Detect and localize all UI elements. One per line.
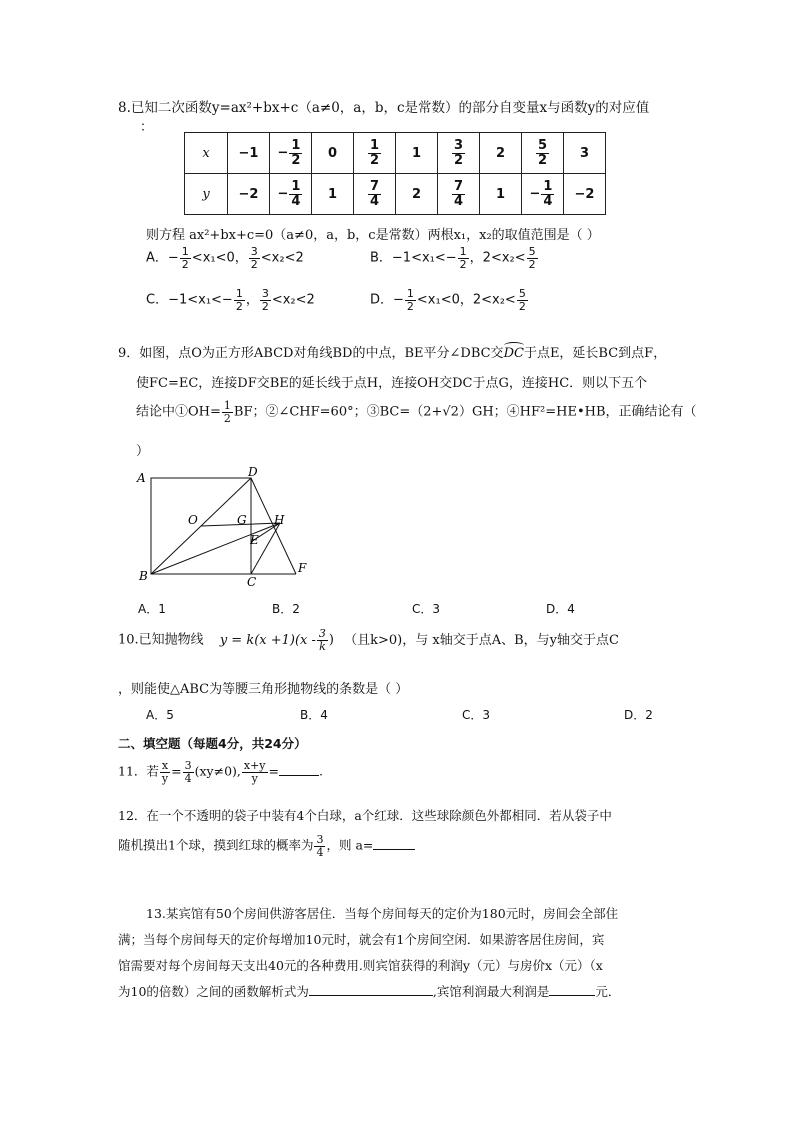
q12-line1: 12．在一个不透明的袋子中装有4个白球，a个红球．这些球除颜色外都相同．若从袋子中 xyxy=(118,808,612,823)
q10-line2: ，则能使△ABC为等腰三角形抛物线的条数是（ ） xyxy=(118,682,409,697)
q10-pre: 10.已知抛物线 xyxy=(118,632,204,648)
sign: − xyxy=(277,145,289,161)
q11-line: 11．若 $\frac{x}{y}$ = $\frac{3}{4}$ (xy≠0), $\frac{x+y}{y}$ = . xyxy=(118,759,323,785)
y-value-cell: −2 xyxy=(228,174,270,215)
frac-3-2: $\frac{3}{2}$ xyxy=(250,245,258,271)
fraction: $\frac{7}{4}$ xyxy=(453,178,464,209)
q12-line2b: ，则 a= xyxy=(326,837,374,853)
frac-1-2: $\frac{1}{2}$ xyxy=(223,399,231,425)
opt-a-mid2: <x₂<2 xyxy=(260,250,304,266)
label-O: O xyxy=(188,513,198,527)
q13-line3: 馆需要对每个房间每天支出40元的各种费用.则宾馆获得的利润y（元）与房价x（元）（x xyxy=(118,958,603,973)
q8-stem: 8.已知二次函数y=ax²+bx+c（a≠0，a，b，c是常数）的部分自变量x与函数y的对应值 xyxy=(118,100,650,116)
x-value-cell: 2 xyxy=(480,133,522,174)
x-value-cell: −1 xyxy=(228,133,270,174)
table-row-x xyxy=(185,133,606,174)
opt-b-mid: ，2<x₂< xyxy=(469,250,526,266)
label-D: D xyxy=(248,465,258,479)
q8-question: 则方程 ax²+bx+c=0（a≠0，a，b，c是常数）两根x₁，x₂的取值范围是（ ） xyxy=(146,228,600,243)
sign: − xyxy=(277,186,289,202)
q11-eq: = xyxy=(268,763,279,779)
fraction: $\frac{7}{4}$ xyxy=(369,178,380,209)
frac-1-2: $\frac{1}{2}$ xyxy=(406,287,414,313)
q9-option-b: B．2 xyxy=(272,602,300,616)
q9-figure xyxy=(134,462,314,592)
frac-1-2: $\frac{1}{2}$ xyxy=(459,245,467,271)
q10-option-b: B．4 xyxy=(300,708,328,722)
q8-stem-colon: ： xyxy=(140,120,154,135)
q11-answer-blank[interactable] xyxy=(279,763,319,776)
y-value-cell xyxy=(354,174,396,215)
label-A: A xyxy=(137,471,146,485)
q10-option-a: A．5 xyxy=(146,708,174,722)
q9-line3 xyxy=(136,400,697,424)
q9-line1 xyxy=(118,342,666,361)
q9-line3a: 结论中①OH= xyxy=(136,404,221,420)
q9-option-a: A．1 xyxy=(138,602,166,616)
q9-option-d: D．4 xyxy=(546,602,575,616)
q8-value-table xyxy=(184,132,606,215)
q8-option-b xyxy=(370,246,539,270)
frac-3-2: $\frac{3}{2}$ xyxy=(261,287,269,313)
q9-line1a: 9．如图，点O为正方形ABCD对角线BD的中点，BE平分∠DBC交 xyxy=(118,346,504,361)
q13-line4 xyxy=(118,982,620,1000)
y-value-cell: 1 xyxy=(480,174,522,215)
y-value-cell xyxy=(270,174,312,215)
q13-line1: 13.某宾馆有50个房间供游客居住．当每个房间每天的定价为180元时，房间会全部住 xyxy=(146,906,619,921)
frac-1-2: $\frac{1}{2}$ xyxy=(181,245,189,271)
opt-a-mid1: <x₁<0， xyxy=(191,250,248,266)
q13-line2: 满；当每个房间每天的定价每增加10元时，就会有1个房间空闲．如果游客居住房间，宾 xyxy=(118,932,605,947)
fraction: $\frac{1}{4}$ xyxy=(291,178,301,209)
row-label-y: y xyxy=(185,174,228,215)
label-E: E xyxy=(250,533,259,547)
opt-c-pre: C．−1<x₁<− xyxy=(146,292,233,308)
frac-3-4: $\frac{3}{4}$ xyxy=(316,833,324,859)
q8-option-d xyxy=(370,288,529,312)
fraction: $\frac{1}{4}$ xyxy=(543,178,553,209)
frac-3-4: $\frac{3}{4}$ xyxy=(184,759,192,785)
section-heading: 二、填空题（每题4分，共24分） xyxy=(118,736,307,751)
fraction: $\frac{1}{2}$ xyxy=(369,137,380,168)
y-value-cell: 1 xyxy=(312,174,354,215)
y-value-cell: 2 xyxy=(396,174,438,215)
q13-formula-blank[interactable] xyxy=(309,983,433,996)
fraction: $\frac{3}{2}$ xyxy=(453,137,464,168)
q9-line4: ） xyxy=(136,444,150,459)
arc-dc: DC xyxy=(503,346,524,361)
q9-line2: 使FC=EC，连接DF交BE的延长线于点H，连接OH交DC于点G，连接HC．则以下五个 xyxy=(136,376,648,391)
opt-d-mid: <x₁<0，2<x₂< xyxy=(416,292,516,308)
q8-option-a xyxy=(146,246,304,270)
y-value-cell xyxy=(522,174,564,215)
q12-line2a: 随机摸出1个球，摸到红球的概率为 xyxy=(118,837,314,853)
x-value-cell xyxy=(270,133,312,174)
label-H: H xyxy=(274,513,285,527)
q10-formula-close: ) xyxy=(328,632,334,648)
q13-profit-blank[interactable] xyxy=(549,983,595,996)
fraction: $\frac{1}{2}$ xyxy=(291,137,301,168)
label-B: B xyxy=(139,569,148,583)
row-label-x: x xyxy=(185,133,228,174)
opt-c-mid2: <x₂<2 xyxy=(271,292,315,308)
q13-line4c: 元． xyxy=(595,984,621,999)
q10-formula: y = k(x +1)(x - xyxy=(219,632,316,648)
sign: − xyxy=(529,186,541,202)
frac-1-2: $\frac{1}{2}$ xyxy=(235,287,243,313)
q13-line4a: 为10的倍数）之间的函数解析式为 xyxy=(118,984,309,999)
q10-option-d: D．2 xyxy=(624,708,653,722)
q12-answer-blank[interactable] xyxy=(373,837,415,850)
q8-option-c xyxy=(146,288,315,312)
y-value-cell: −2 xyxy=(564,174,606,215)
q10-line1 xyxy=(118,628,619,652)
q11-pre: 11．若 xyxy=(118,763,159,779)
x-value-cell xyxy=(354,133,396,174)
frac-3-k: $\frac{3}{k}$ xyxy=(318,627,326,653)
fraction: $\frac{5}{2}$ xyxy=(537,137,548,168)
q12-line2 xyxy=(118,834,415,858)
label-F: F xyxy=(298,561,307,575)
x-value-cell xyxy=(438,133,480,174)
opt-d-pre: D．− xyxy=(370,292,404,308)
q11-end: . xyxy=(319,763,323,779)
x-value-cell: 1 xyxy=(396,133,438,174)
label-G: G xyxy=(237,513,247,527)
x-value-cell xyxy=(522,133,564,174)
opt-c-mid1: ， xyxy=(245,292,259,308)
frac-5-2: $\frac{5}{2}$ xyxy=(528,245,536,271)
opt-b-pre: B．−1<x₁<− xyxy=(370,250,457,266)
frac-xpy-y: $\frac{x+y}{y}$ xyxy=(243,759,266,785)
q9-line3b: BF；②∠CHF=60°；③BC=（2+√2）GH；④HF²=HE•HB，正确结论有（ xyxy=(233,404,697,420)
label-C: C xyxy=(247,575,257,589)
x-value-cell: 3 xyxy=(564,133,606,174)
q9-line1b: 于点E，延长BC到点F， xyxy=(523,346,667,361)
frac-5-2: $\frac{5}{2}$ xyxy=(518,287,526,313)
table-row-y xyxy=(185,174,606,215)
opt-a-pre: A．− xyxy=(146,250,179,266)
y-value-cell xyxy=(438,174,480,215)
q13-line4b: ,宾馆利润最大利润是 xyxy=(432,984,550,999)
q9-option-c: C．3 xyxy=(412,602,441,616)
q10-post: （且k>0)，与 x轴交于点A、B，与y轴交于点C xyxy=(344,632,619,648)
frac-x-y: $\frac{x}{y}$ xyxy=(161,759,169,785)
x-value-cell: 0 xyxy=(312,133,354,174)
q10-option-c: C．3 xyxy=(462,708,491,722)
q11-mid: (xy≠0), xyxy=(194,763,241,779)
